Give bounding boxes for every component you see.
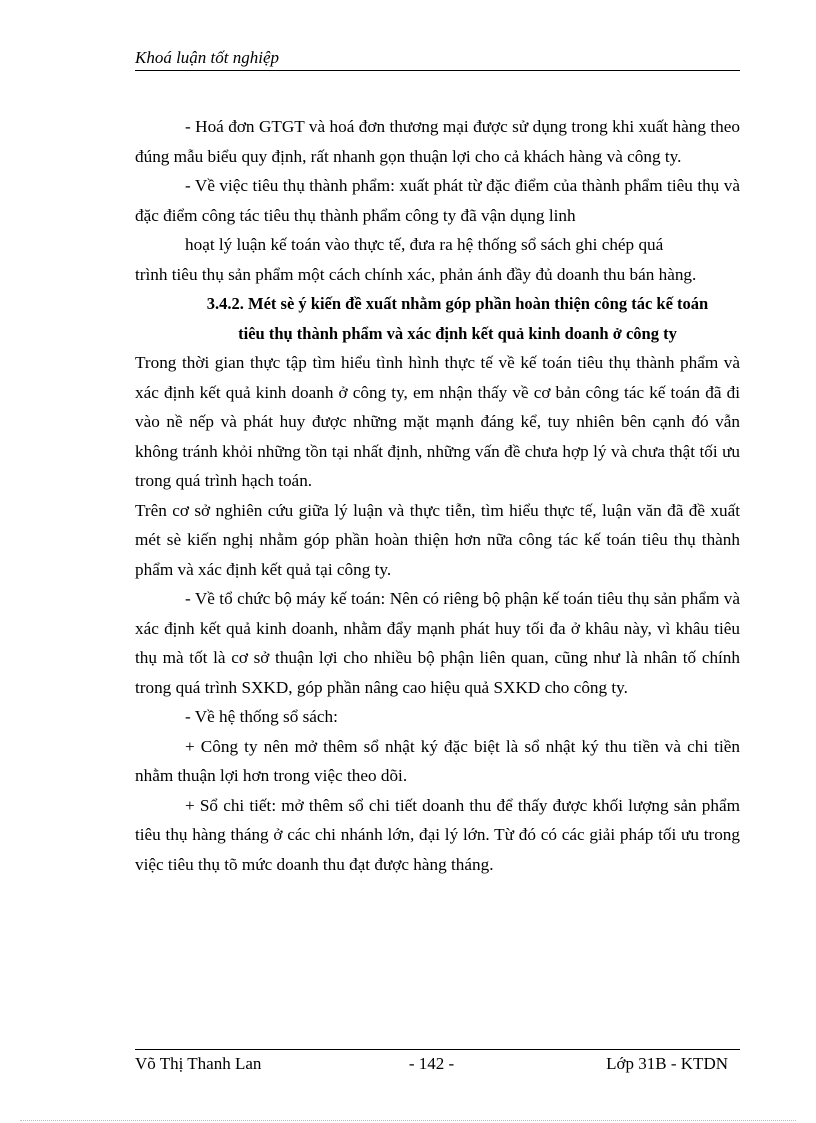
section-heading-line2: tiêu thụ thành phẩm và xác định kết quả kinh doanh ở công ty [238, 323, 677, 343]
paragraph-sales-cont: hoạt lý luận kế toán vào thực tế, đưa ra hệ thống sổ sách ghi chép quá [185, 235, 664, 254]
paragraph-internship: Trong thời gian thực tập tìm hiểu tình hình thực tế về kế toán tiêu thụ thành phẩm và xác định kết quả kinh doanh ở công ty, em nhận thấy về cơ bản công tác kế toán đã đi vào nề nếp và phát huy được những mặt mạnh đáng kể, tuy nhiên bên cạnh đó vẫn không tránh khỏi những tồn tại nhất định, những vấn đề chưa hợp lý và chưa thật tối ưu trong quá trình hạch toán. [135, 353, 740, 490]
footer-page-number: - 142 - [408, 1054, 455, 1073]
footer-author: Võ Thị Thanh Lan [135, 1054, 262, 1073]
page-footer [135, 1049, 740, 1074]
paragraph-research: Trên cơ sở nghiên cứu giữa lý luận và thực tiễn, tìm hiểu thực tế, luận văn đã đề xuất mét sè kiến nghị nhằm góp phần hoàn thiện hơn nữa công tác kế toán tiêu thụ thành phẩm và xác định kết quả tại công ty. [135, 500, 740, 579]
paragraph-books: - Về hệ thống sổ sách: [185, 707, 338, 726]
paragraph-ledger: + Sổ chi tiết: mở thêm sổ chi tiết doanh thu để thấy được khối lượng sản phẩm tiêu thụ hàng tháng ở các chi nhánh lớn, đại lý lớn. Từ đó có các giải pháp tối ưu trong việc tiêu thụ tõ mức doanh thu đạt được hàng tháng. [135, 795, 740, 874]
page-header [135, 48, 740, 71]
paragraph-sales: - Về việc tiêu thụ thành phẩm: xuất phát từ đặc điểm của thành phẩm tiêu thụ và đặc điểm công tác tiêu thụ thành phẩm công ty đã vận dụng linh [135, 176, 740, 225]
page-bottom-divider [20, 1120, 796, 1121]
footer-class-code: Lớp 31B - KTDN [606, 1054, 728, 1073]
paragraph-invoice: - Hoá đơn GTGT và hoá đơn thương mại được sử dụng trong khi xuất hàng theo đúng mẫu biểu quy định, rất nhanh gọn thuận lợi cho cả khách hàng và công ty. [135, 117, 740, 166]
section-heading-line1: 3.4.2. Mét sè ý kiến đề xuất nhằm góp phần hoàn thiện công tác kế toán [206, 294, 709, 313]
paragraph-sales-end: trình tiêu thụ sản phẩm một cách chính xác, phản ánh đầy đủ doanh thu bán hàng. [135, 264, 697, 284]
paragraph-journal: + Công ty nên mở thêm sổ nhật ký đặc biệt là sổ nhật ký thu tiền và chi tiền nhằm thuận lợi hơn trong việc theo dõi. [135, 736, 740, 785]
body-text [135, 112, 740, 879]
paragraph-organization: - Về tổ chức bộ máy kế toán: Nên có riêng bộ phận kế toán tiêu thụ sản phẩm và xác định kết quả kinh doanh, nhằm đẩy mạnh phát huy tối đa ở khâu này, vì khâu tiêu thụ mà tốt là cơ sở thuận lợi cho nhiều bộ phận liên quan, cũng như là nhân tố chính trong quá trình SXKD, góp phần nâng cao hiệu quả SXKD cho công ty. [135, 589, 740, 697]
header-title: Khoá luận tốt nghiệp [135, 48, 280, 67]
